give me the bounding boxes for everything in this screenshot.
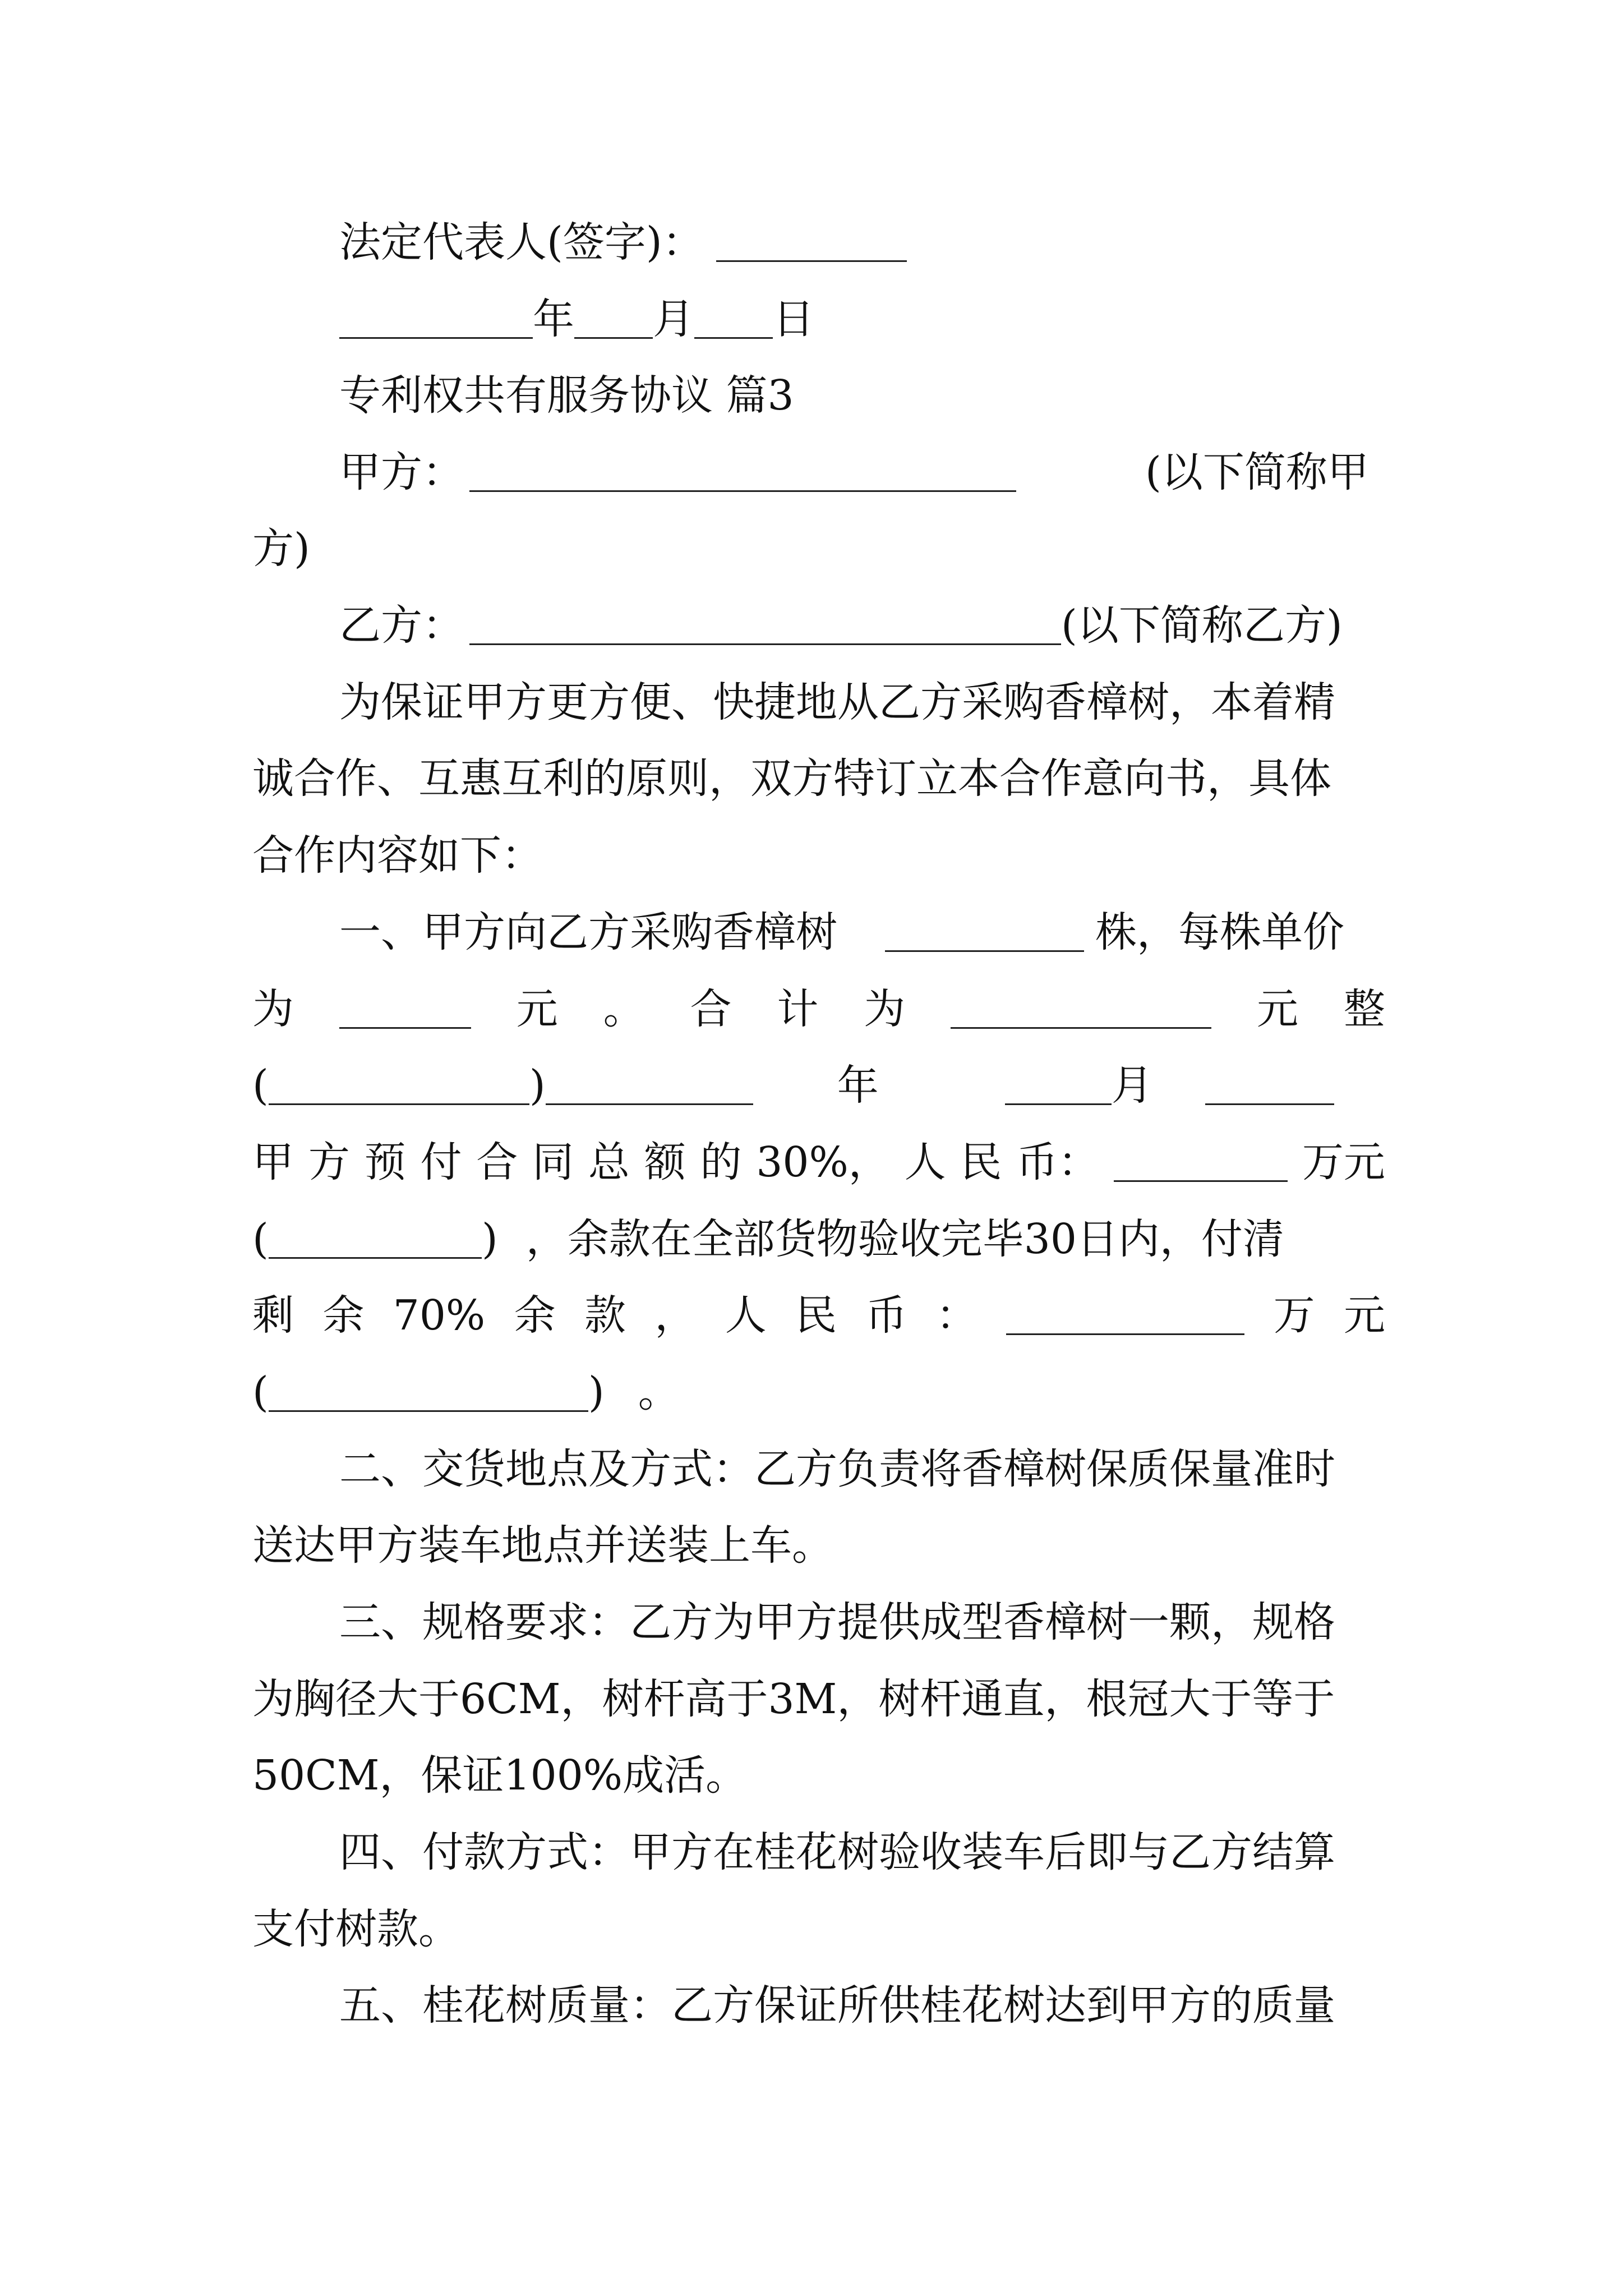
clause3-text-2: 为胸径大于6CM，树杆高于3M，树杆通直，根冠大于等于: [252, 1675, 1335, 1723]
clause4-text-2: 支付树款。: [252, 1905, 460, 1953]
clause1-l4-5: 同: [532, 1138, 574, 1186]
clause1-l6-8: 币: [865, 1291, 907, 1340]
clause1-l6-yuan: 元: [1343, 1291, 1385, 1340]
clause1-l4-1: 方: [308, 1138, 350, 1186]
clause3-line-2: [252, 1665, 1385, 1733]
total-blank[interactable]: [951, 990, 1211, 1029]
intro-line-2: [252, 745, 1385, 812]
clause4-line-2: [252, 1895, 1385, 1963]
clause1-he: 合: [690, 985, 732, 1033]
intro-line-1: [339, 669, 1385, 736]
clause5-line-1: [339, 1972, 1385, 2039]
clause3-line-1: [339, 1589, 1385, 1656]
clause4-line-1: [339, 1819, 1385, 1886]
clause1-l4-2: 预: [364, 1138, 406, 1186]
date-line: [339, 286, 1385, 353]
clause1-l4-0: 甲: [252, 1138, 294, 1186]
clause3-line-3: [252, 1742, 1385, 1809]
clause2-text-1: 二、交货地点及方式：乙方负责将香樟树保质保量准时: [339, 1445, 1335, 1493]
clause1-l5-paren-open: (: [252, 1215, 269, 1263]
clause1-yuan: 元: [516, 985, 558, 1033]
month-blank[interactable]: [574, 300, 653, 339]
clause1-l6-9: ：: [935, 1291, 978, 1340]
clause1-l7-paren-open: (: [252, 1368, 269, 1416]
clause1-line-3: [252, 1052, 1385, 1119]
clause1-wei2: 为: [864, 985, 906, 1033]
clause1-l7-paren-close: ): [588, 1368, 605, 1416]
clause3-text-3: 50CM，保证100%成活。: [252, 1751, 748, 1800]
party-b-line: [339, 592, 1385, 659]
clause1-l4-4: 合: [476, 1138, 518, 1186]
clause1-line-5: [252, 1205, 1385, 1273]
clause1-paren-close: ): [529, 1061, 546, 1110]
clause1-line-2: [252, 976, 1385, 1043]
clause3-text-1: 三、规格要求：乙方为甲方提供成型香樟树一颗，规格: [339, 1598, 1335, 1646]
clause1-l6-0: 剩: [252, 1291, 294, 1340]
clause1-line-4: [252, 1129, 1385, 1196]
clause1-l4-3: 付: [420, 1138, 462, 1186]
month-label: 月: [653, 295, 694, 343]
clause4-text-1: 四、付款方式：甲方在桂花树验收装车后即与乙方结算: [339, 1828, 1335, 1876]
clause1-line-6: [252, 1282, 1385, 1349]
clause1-text-1a: 一、甲方向乙方采购香樟树: [339, 908, 837, 956]
clause1-l5-text: ，余款在全部货物验收完毕30日内，付清: [525, 1215, 1284, 1263]
section-title-text: 专利权共有服务协议 篇3: [339, 371, 794, 420]
year-label: 年: [533, 295, 574, 343]
prepay-words-blank[interactable]: [269, 1220, 482, 1259]
clause1-l5-paren-close: ): [481, 1215, 498, 1263]
unit-price-blank[interactable]: [339, 990, 471, 1029]
clause1-line-7: [252, 1359, 1385, 1426]
clause1-l4-6: 总: [588, 1138, 630, 1186]
party-a-suffix: (以下简称甲: [1145, 448, 1369, 496]
prepay-amount-blank[interactable]: [1114, 1143, 1288, 1182]
year-blank[interactable]: [339, 300, 533, 339]
clause1-l4-7: 额: [644, 1138, 686, 1186]
party-a-line: [339, 439, 1385, 506]
clause1-yuan2: 元: [1257, 985, 1298, 1033]
party-a-line-2: [252, 515, 1385, 582]
clause1-ji: 计: [777, 985, 819, 1033]
clause1-l4-12: 币：: [1016, 1138, 1100, 1186]
clause5-text-1: 五、桂花树质量：乙方保证所供桂花树达到甲方的质量: [339, 1981, 1335, 2030]
clause1-l4-10: 人: [904, 1138, 946, 1186]
clause1-l6-wan: 万: [1273, 1291, 1315, 1340]
signature-label: 法定代表人(签字)：: [339, 218, 704, 266]
balance-words-blank[interactable]: [269, 1373, 588, 1412]
clause1-period: 。: [603, 985, 645, 1033]
clause1-l4-11: 民: [960, 1138, 1002, 1186]
total-words-blank[interactable]: [269, 1066, 529, 1105]
clause1-l4-unit: 万元: [1302, 1138, 1385, 1186]
intro-text-2: 诚合作、互惠互利的原则，双方特订立本合作意向书，具体: [252, 754, 1331, 803]
clause1-l6-1: 余: [322, 1291, 365, 1340]
clause2-text-2: 送达甲方装车地点并送装上车。: [252, 1521, 833, 1570]
clause1-paren-open: (: [252, 1061, 269, 1110]
payment-year-blank[interactable]: [546, 1066, 753, 1105]
day-label: 日: [773, 295, 814, 343]
clause1-text-1b: 株，每株单价: [1095, 908, 1344, 956]
intro-text-3: 合作内容如下：: [252, 831, 543, 880]
party-a-blank[interactable]: [469, 453, 1016, 492]
clause1-wei: 为: [252, 985, 294, 1033]
clause1-zheng: 整: [1343, 985, 1385, 1033]
clause1-l6-2: 70%: [393, 1291, 486, 1340]
party-a-suffix-end: 方): [252, 524, 310, 573]
clause2-line-2: [252, 1512, 1385, 1579]
clause1-l4-9: 30%，: [756, 1138, 890, 1186]
payment-day-blank[interactable]: [1205, 1066, 1334, 1105]
clause1-l7-end: 。: [638, 1368, 680, 1416]
signature-blank[interactable]: [716, 223, 907, 262]
clause1-line-1: [339, 899, 1385, 966]
clause1-l6-4: 款: [584, 1291, 626, 1340]
balance-amount-blank[interactable]: [1006, 1296, 1244, 1335]
clause1-l6-5: ，: [654, 1291, 697, 1340]
quantity-blank[interactable]: [885, 913, 1084, 952]
payment-month-blank[interactable]: [1005, 1066, 1112, 1105]
clause1-year: 年: [837, 1061, 879, 1110]
intro-text-1: 为保证甲方更方便、快捷地从乙方采购香樟树，本着精: [339, 678, 1335, 726]
clause1-l4-8: 的: [700, 1138, 742, 1186]
party-a-label: 甲方：: [339, 448, 464, 496]
party-b-label: 乙方：: [339, 601, 464, 650]
clause1-l6-6: 人: [725, 1291, 767, 1340]
clause1-l6-3: 余: [514, 1291, 556, 1340]
day-blank[interactable]: [694, 300, 773, 339]
clause2-line-1: [339, 1435, 1385, 1503]
signature-line: [339, 209, 1385, 276]
clause1-month: 月: [1111, 1061, 1153, 1110]
intro-line-3: [252, 822, 1385, 889]
party-b-suffix: (以下简称乙方): [1061, 601, 1343, 650]
clause1-l6-7: 民: [795, 1291, 837, 1340]
party-b-blank[interactable]: [469, 606, 1061, 645]
section-title: [339, 362, 1385, 429]
